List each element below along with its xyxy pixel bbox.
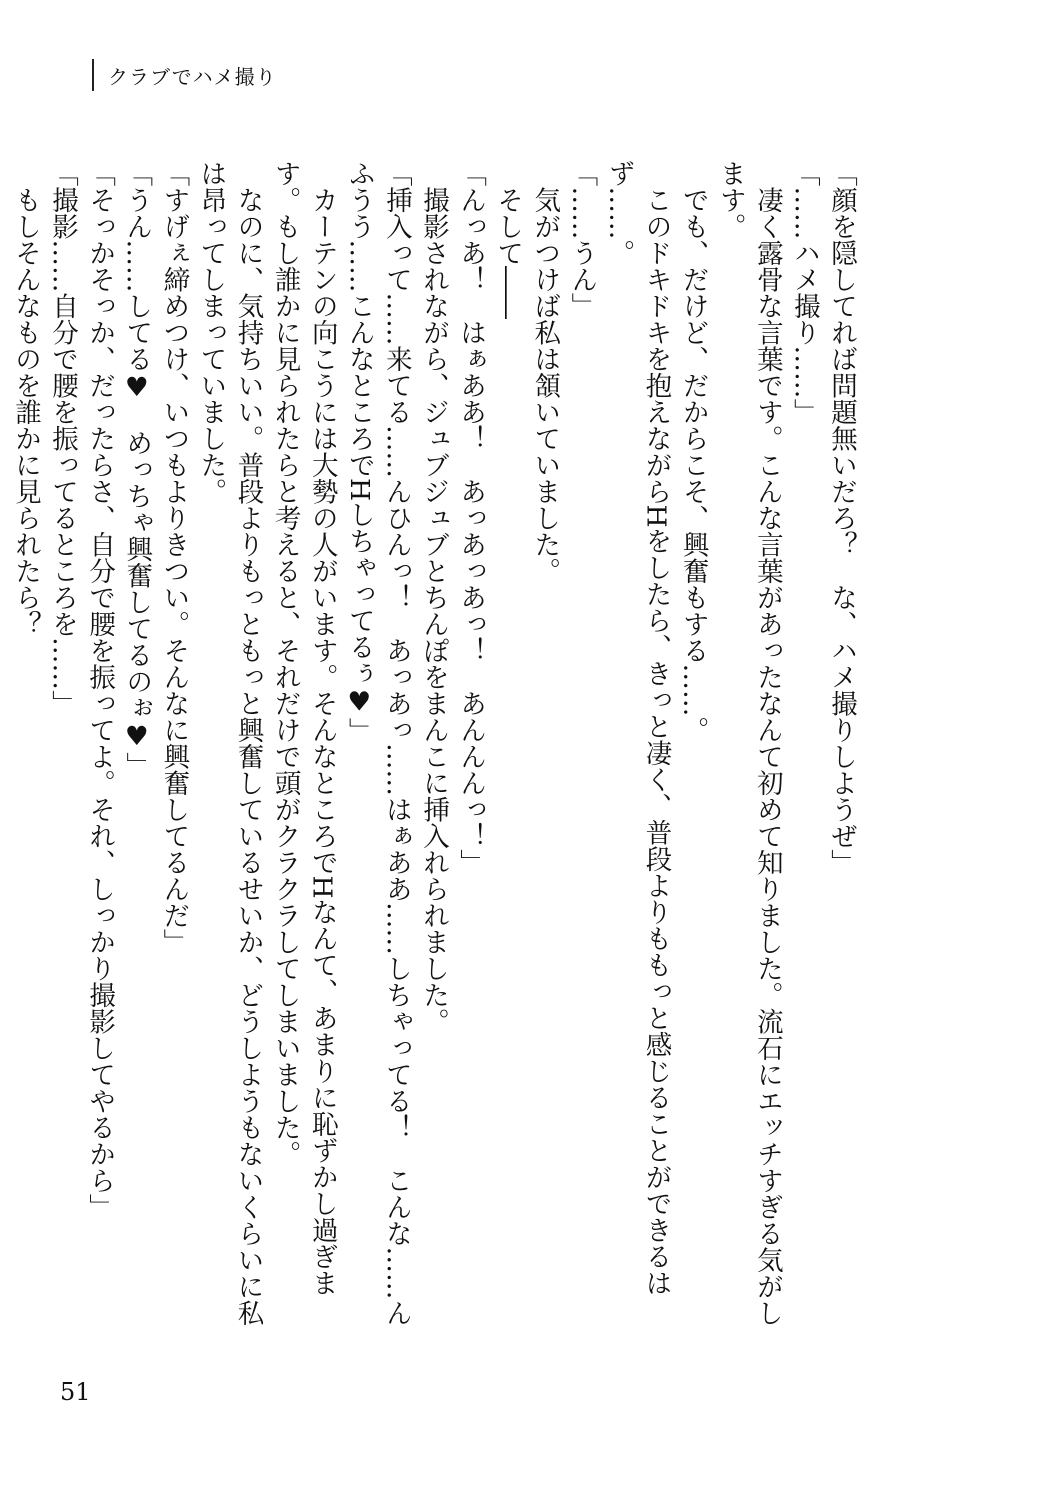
- paragraph: 気がつけば私は頷いていました。: [529, 160, 561, 584]
- paragraph: 「そっかそっか、だったらさ、自分で腰を振ってよ。それ、しっかり撮影してやるから」: [84, 160, 116, 1220]
- paragraph: そして――: [492, 160, 524, 319]
- paragraph: 「んっあ！ はぁああ！ あっあっあっ！ あんんんっ！」: [455, 160, 487, 876]
- paragraph: なのに、気持ちいい。普段よりもっともっと興奮しているせいか、どうしようもないくらいに私は昂ってしまっていました。: [195, 160, 264, 1326]
- page-number: 51: [60, 1378, 91, 1406]
- paragraph: 「顔を隠してれば問題無いだろ？ な、ハメ撮りしようぜ」: [826, 160, 857, 876]
- paragraph: 「すげぇ締めつけ、いつもよりきつい。そんなに興奮してるんだ」: [158, 160, 190, 955]
- chapter-title: クラブでハメ撮り: [108, 64, 277, 89]
- paragraph: 「撮影……自分で腰を振ってるところを……」: [47, 160, 79, 717]
- paragraph: もしそんなものを誰かに見られたら？: [9, 160, 41, 637]
- running-header: [92, 58, 277, 92]
- paragraph: でも、だけど、だからこそ、興奮もする……。: [677, 160, 709, 743]
- paragraph: カーテンの向こうには大勢の人がいます。そんなところでHなんて、あまりに恥ずかし過ぎます。もし誰かに見られたらと考えると、それだけで頭がクラクラしてしまいました。: [269, 160, 338, 1297]
- paragraph: このドキドキを抱えながらHをしたら、きっと凄く、普段よりももっと感じることができるはず……。: [603, 160, 672, 1297]
- paragraph: 撮影されながら、ジュブジュブとちんぽをまんこに挿入れられました。: [417, 160, 449, 1035]
- paragraph: 「……ハメ撮り……」: [788, 160, 820, 425]
- paragraph: 「うん……してる♥ めっちゃ興奮してるのぉ♥」: [121, 160, 153, 779]
- paragraph: 凄く露骨な言葉です。こんな言葉があったなんて初めて知りました。流石にエッチすぎる気がします。: [714, 160, 783, 1326]
- body-text: [9, 160, 860, 1340]
- paragraph: 「挿入って……来てる……んひんっ！ あっあっ……はぁああ……しちゃってる！ こんな……んふうう……こんなところでHしちゃってるぅ♥」: [343, 160, 412, 1326]
- header-rule: [92, 59, 94, 91]
- paragraph: 「……うん」: [566, 160, 598, 319]
